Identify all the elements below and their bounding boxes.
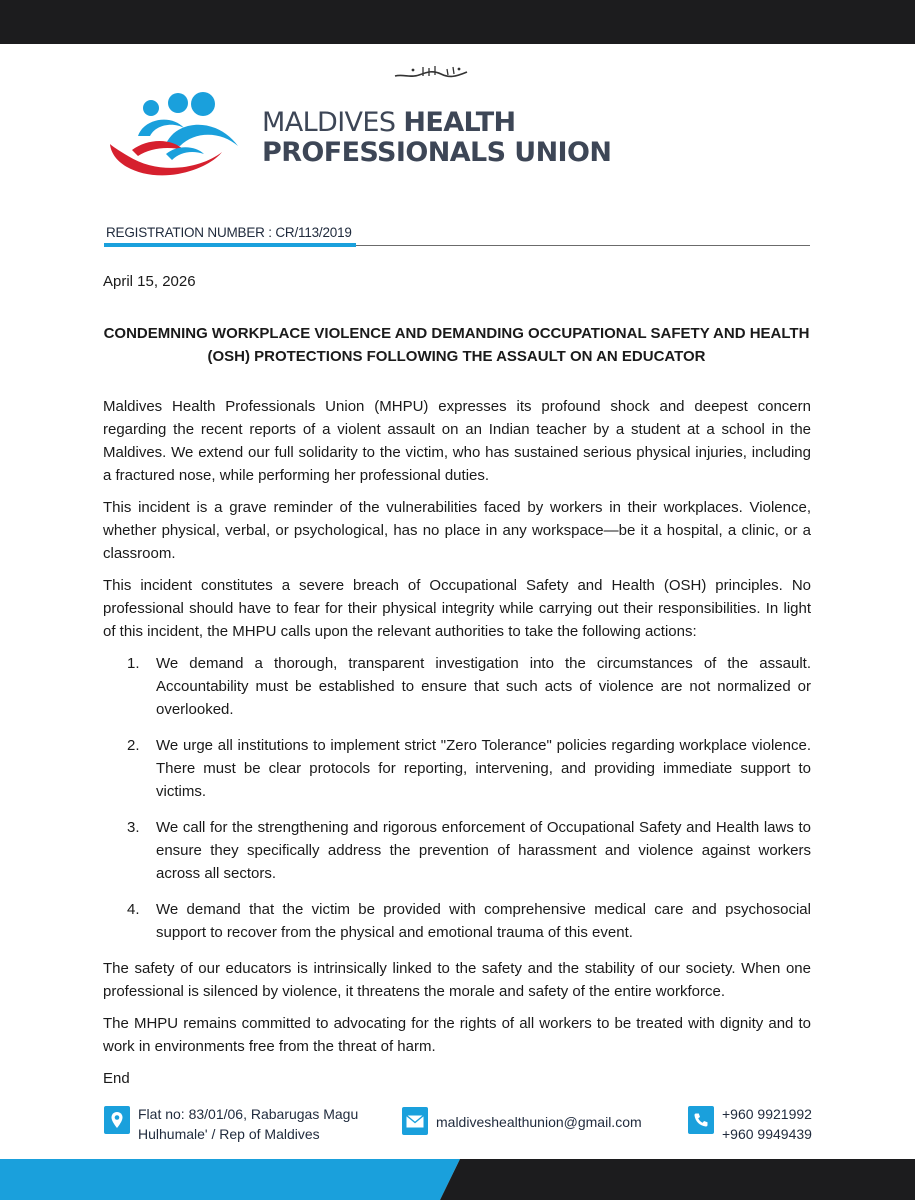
phone-numbers xyxy=(722,1104,812,1144)
footer-bar xyxy=(0,1159,915,1200)
action-item xyxy=(103,898,811,944)
closing-paragraph: The MHPU remains committed to advocating for the rights of all workers to be treated with dignity and to work in environments free from the threat of harm. xyxy=(103,1015,811,1055)
address-line2: Hulhumale' / Rep of Maldives xyxy=(138,1126,320,1142)
organization-name xyxy=(262,108,611,168)
footer-phone xyxy=(688,1104,812,1144)
mhpu-logo xyxy=(104,92,244,184)
registration-underline-accent xyxy=(104,243,356,247)
org-name-line1 xyxy=(262,108,611,138)
action-text: We call for the strengthening and rigorous enforcement of Occupational Safety and Health laws to ensure they specifically address the prevention of harassment and violence against workers across all sectors. xyxy=(156,819,811,882)
action-number: 3. xyxy=(127,819,140,836)
location-pin-icon xyxy=(104,1106,130,1134)
action-number: 2. xyxy=(127,737,140,754)
action-text: We demand a thorough, transparent investigation into the circumstances of the assault. Accountability must be established to ensure that such acts of violence are not normalized or overlooked. xyxy=(156,655,811,718)
action-number: 4. xyxy=(127,901,140,918)
action-item xyxy=(103,816,811,885)
org-name-maldives: MALDIVES xyxy=(262,107,404,138)
letter-title: CONDEMNING WORKPLACE VIOLENCE AND DEMANDING OCCUPATIONAL SAFETY AND HEALTH (OSH) PROTECTIONS FOLLOWING THE ASSAULT ON AN EDUCATOR xyxy=(103,325,810,365)
letter-date: April 15, 2026 xyxy=(103,273,196,290)
action-number: 1. xyxy=(127,655,140,672)
body-paragraph: Maldives Health Professionals Union (MHPU) expresses its profound shock and deepest concern regarding the recent reports of a violent assault on an Indian teacher by a student at a school in the Maldives. We extend our full solidarity to the victim, who has sustained serious physical injuries, including a fractured nose, while performing her professional duties. xyxy=(103,398,811,484)
org-name-line2: PROFESSIONALS UNION xyxy=(262,137,612,168)
footer-address xyxy=(104,1104,358,1144)
registration-number: REGISTRATION NUMBER : CR/113/2019 xyxy=(106,225,352,240)
letter-end: End xyxy=(103,1070,130,1087)
body-paragraph: This incident constitutes a severe breach of Occupational Safety and Health (OSH) principles. No professional should have to fear for their physical integrity while carrying out their responsibilities. In light of this incident, the MHPU calls upon the relevant authorities to take the following actions: xyxy=(103,577,811,640)
action-item xyxy=(103,652,811,721)
phone-number-2[interactable]: +960 9949439 xyxy=(722,1126,812,1142)
phone-icon xyxy=(688,1106,714,1134)
action-text: We urge all institutions to implement strict "Zero Tolerance" policies regarding workplace violence. There must be clear protocols for reporting, intervening, and providing immediate support to victims. xyxy=(156,737,811,800)
body-paragraph: This incident is a grave reminder of the vulnerabilities faced by workers in their workplaces. Violence, whether physical, verbal, or psychological, has no place in any workspace—be it a hospital, a clinic, or a classroom. xyxy=(103,499,811,562)
address-text xyxy=(138,1104,358,1144)
action-item xyxy=(103,734,811,803)
action-list xyxy=(103,652,811,944)
action-text: We demand that the victim be provided with comprehensive medical care and psychosocial support to recover from the physical and emotional trauma of this event. xyxy=(156,901,811,941)
closing-paragraph: The safety of our educators is intrinsically linked to the safety and the stability of our society. When one professional is silenced by violence, it threatens the morale and safety of the entire workforce. xyxy=(103,960,811,1000)
bismillah-calligraphy xyxy=(393,64,469,82)
phone-number-1[interactable]: +960 9921992 xyxy=(722,1106,812,1122)
org-name-health: HEALTH xyxy=(403,107,516,138)
footer-email[interactable] xyxy=(402,1107,642,1135)
header-divider xyxy=(356,245,810,246)
letter-body xyxy=(103,395,811,1090)
address-line1: Flat no: 83/01/06, Rabarugas Magu xyxy=(138,1106,359,1122)
envelope-icon xyxy=(402,1107,428,1135)
top-dark-bar xyxy=(0,0,915,44)
email-address[interactable]: maldiveshealthunion@gmail.com xyxy=(436,1114,642,1130)
